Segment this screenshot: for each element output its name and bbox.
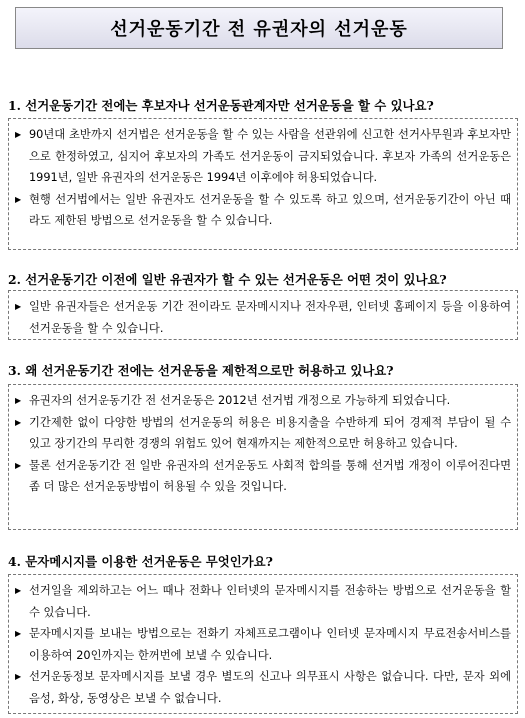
- bullet-icon: ▶: [15, 629, 22, 638]
- bullet-icon: ▶: [15, 130, 22, 139]
- answer-box-4: [8, 574, 518, 714]
- question-3: 3. 왜 선거운동기간 전에는 선거운동을 제한적으로만 허용하고 있나요?: [8, 363, 394, 378]
- list-item: ▶ 현행 선거법에서는 일반 유권자도 선거운동을 할 수 있도록 하고 있으며, 선거운동기간이 아닌 때라도 제한된 방법으로 선거운동을 할 수 있습니다.: [15, 189, 511, 232]
- question-2: 2. 선거운동기간 이전에 일반 유권자가 할 수 있는 선거운동은 어떤 것이 있나요?: [8, 272, 447, 287]
- bullet-icon: ▶: [15, 460, 22, 470]
- list-item: ▶ 선거일을 제외하고는 어느 때나 전화나 인터넷의 문자메시지를 전송하는 방법으로 선거운동을 할 수 있습니다.: [15, 580, 511, 623]
- bullet-icon: ▶: [15, 586, 22, 595]
- list-item: ▶ 일반 유권자들은 선거운동 기간 전이라도 문자메시지나 전자우편, 인터넷 홈페이지 등을 이용하여 선거운동을 할 수 있습니다.: [15, 296, 511, 339]
- bullet-icon: ▶: [15, 194, 22, 204]
- bullet-icon: ▶: [15, 672, 22, 681]
- list-item: ▶ 선거운동정보 문자메시지를 보낼 경우 별도의 신고나 의무표시 사항은 없습니다. 다만, 문자 외에 음성, 화상, 동영상은 보낼 수 없습니다.: [15, 666, 511, 709]
- list-item: ▶ 90년대 초반까지 선거법은 선거운동을 할 수 있는 사람을 선관위에 신고한 선거사무원과 후보자만으로 한정하였고, 심지어 후보자의 가족도 선거운동이 금지되었습니다. 후보자 가족의 선거운동은 1991년, 일반 유권자의 선거운동은 1994년 이후에야 허용되었습니다.: [15, 124, 511, 189]
- question-1: 1. 선거운동기간 전에는 후보자나 선거운동관계자만 선거운동을 할 수 있나요?: [8, 98, 434, 113]
- answer-box-2: [8, 290, 518, 340]
- question-4: 4. 문자메시지를 이용한 선거운동은 무엇인가요?: [8, 554, 273, 569]
- answer-box-1: [8, 118, 518, 250]
- bullet-icon: ▶: [15, 302, 22, 311]
- bullet-icon: ▶: [15, 396, 22, 405]
- list-item: ▶ 유권자의 선거운동기간 전 선거운동은 2012년 선거법 개정으로 가능하게 되었습니다.: [15, 390, 511, 412]
- list-item: ▶ 기간제한 없이 다양한 방법의 선거운동의 허용은 비용지출을 수반하게 되어 경제적 부담이 될 수 있고 장기간의 무리한 경쟁의 위험도 있어 현재까지는 제한적으로만 허용하고 있습니다.: [15, 412, 511, 455]
- answer-box-3: [8, 384, 518, 530]
- list-item: ▶ 문자메시지를 보내는 방법으로는 전화기 자체프로그램이나 인터넷 문자메시지 무료전송서비스를 이용하여 20인까지는 한꺼번에 보낼 수 있습니다.: [15, 623, 511, 666]
- page-title: 선거운동기간 전 유권자의 선거운동: [15, 7, 503, 49]
- bullet-icon: ▶: [15, 417, 22, 427]
- list-item: ▶ 물론 선거운동기간 전 일반 유권자의 선거운동도 사회적 합의를 통해 선거법 개정이 이루어진다면 좀 더 많은 선거운동방법이 허용될 수 있을 것입니다.: [15, 455, 511, 498]
